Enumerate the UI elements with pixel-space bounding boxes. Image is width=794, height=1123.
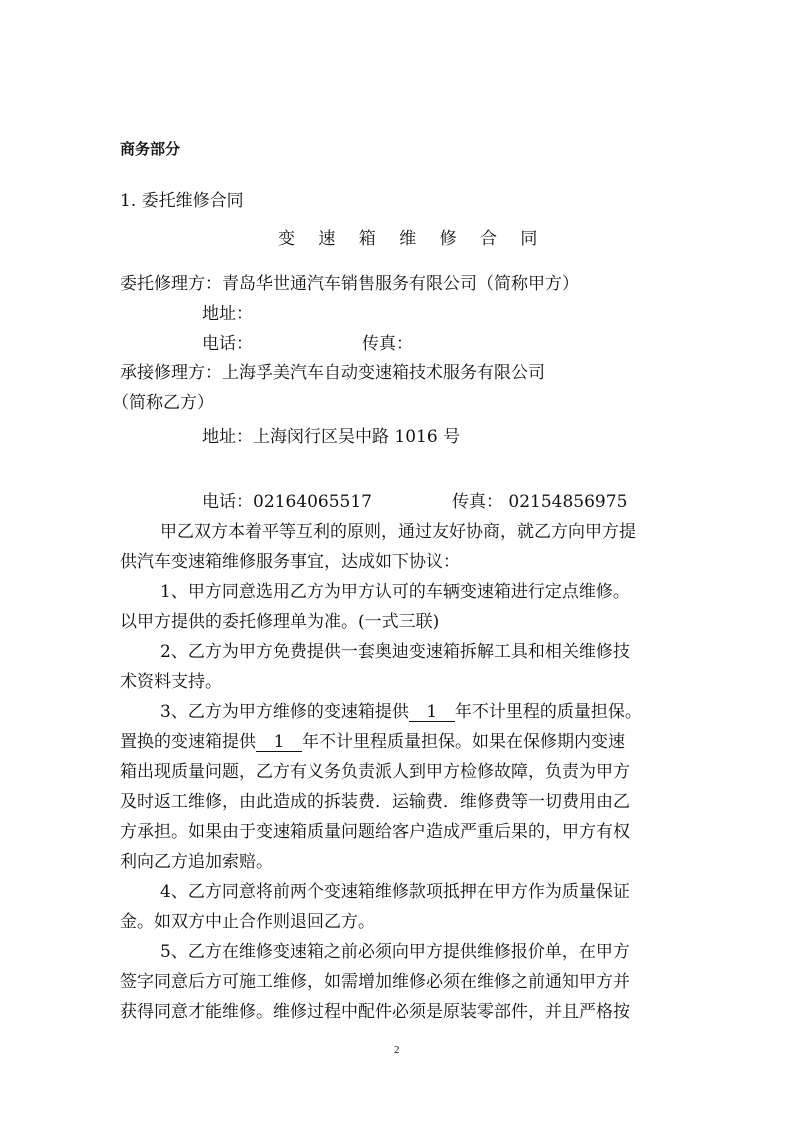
warranty-years-blank-2: 1 bbox=[256, 733, 302, 752]
clause-2-line-2: 术资料支持。 bbox=[120, 672, 222, 692]
clause-5-line-2: 签字同意后方可施工维修，如需增加维修必须在维修之前通知甲方并 bbox=[120, 972, 630, 992]
section-heading: 商务部分 bbox=[120, 140, 181, 158]
clause-3-line-2-pre: 置换的变速箱提供 bbox=[120, 732, 256, 752]
party-b-name-line2: （简称乙方） bbox=[112, 393, 214, 413]
party-b-name-line1: 承接修理方：上海孚美汽车自动变速箱技术服务有限公司 bbox=[120, 363, 545, 383]
clause-3-line-1 bbox=[160, 701, 642, 723]
party-b-address: 地址：上海闵行区吴中路 1016 号 bbox=[202, 427, 461, 447]
clause-1-line-1: 1、甲方同意选用乙方为甲方认可的车辆变速箱进行定点维修。 bbox=[160, 582, 630, 602]
intro-line-1: 甲乙双方本着平等互利的原则，通过友好协商，就乙方向甲方提 bbox=[160, 522, 636, 542]
party-a-fax: 传真： bbox=[362, 334, 413, 354]
page-number: 2 bbox=[394, 1044, 400, 1056]
clause-3-line-2 bbox=[120, 731, 625, 753]
clause-2-line-1: 2、乙方为甲方免费提供一套奥迪变速箱拆解工具和相关维修技 bbox=[160, 642, 630, 662]
party-a-address: 地址： bbox=[202, 304, 253, 324]
clause-3-line-2-post: 年不计里程质量担保。如果在保修期内变速 bbox=[302, 732, 625, 752]
party-a-name: 委托修理方：青岛华世通汽车销售服务有限公司（简称甲方） bbox=[120, 274, 579, 294]
clause-3-line-3: 箱出现质量问题，乙方有义务负责派人到甲方检修故障，负责为甲方 bbox=[120, 762, 630, 782]
clause-3-line-1-pre: 3、乙方为甲方维修的变速箱提供 bbox=[160, 702, 409, 722]
contract-title: 变 速 箱 维 修 合 同 bbox=[278, 229, 547, 249]
clause-4-line-1: 4、乙方同意将前两个变速箱维修款项抵押在甲方作为质量保证 bbox=[160, 882, 630, 902]
party-b-fax: 传真： 02154856975 bbox=[452, 492, 628, 512]
clause-5-line-1: 5、乙方在维修变速箱之前必须向甲方提供维修报价单，在甲方 bbox=[160, 942, 630, 962]
item-title: 1. 委托维修合同 bbox=[120, 191, 244, 211]
clause-1-line-2: 以甲方提供的委托修理单为准。(一式三联) bbox=[120, 612, 440, 632]
clause-3-line-5: 方承担。如果由于变速箱质量问题给客户造成严重后果的，甲方有权 bbox=[120, 822, 630, 842]
warranty-years-blank-1: 1 bbox=[409, 703, 455, 722]
party-a-phone: 电话： bbox=[202, 334, 253, 354]
intro-line-2: 供汽车变速箱维修服务事宜，达成如下协议： bbox=[120, 552, 460, 572]
clause-5-line-3: 获得同意才能维修。维修过程中配件必须是原装零部件，并且严格按 bbox=[120, 1002, 630, 1022]
clause-3-line-1-post: 年不计里程的质量担保。 bbox=[454, 702, 642, 722]
clause-4-line-2: 金。如双方中止合作则退回乙方。 bbox=[120, 912, 375, 932]
clause-3-line-6: 利向乙方追加索赔。 bbox=[120, 852, 273, 872]
party-b-phone: 电话：02164065517 bbox=[202, 492, 372, 512]
clause-3-line-4: 及时返工维修，由此造成的拆装费．运输费．维修费等一切费用由乙 bbox=[120, 792, 630, 812]
